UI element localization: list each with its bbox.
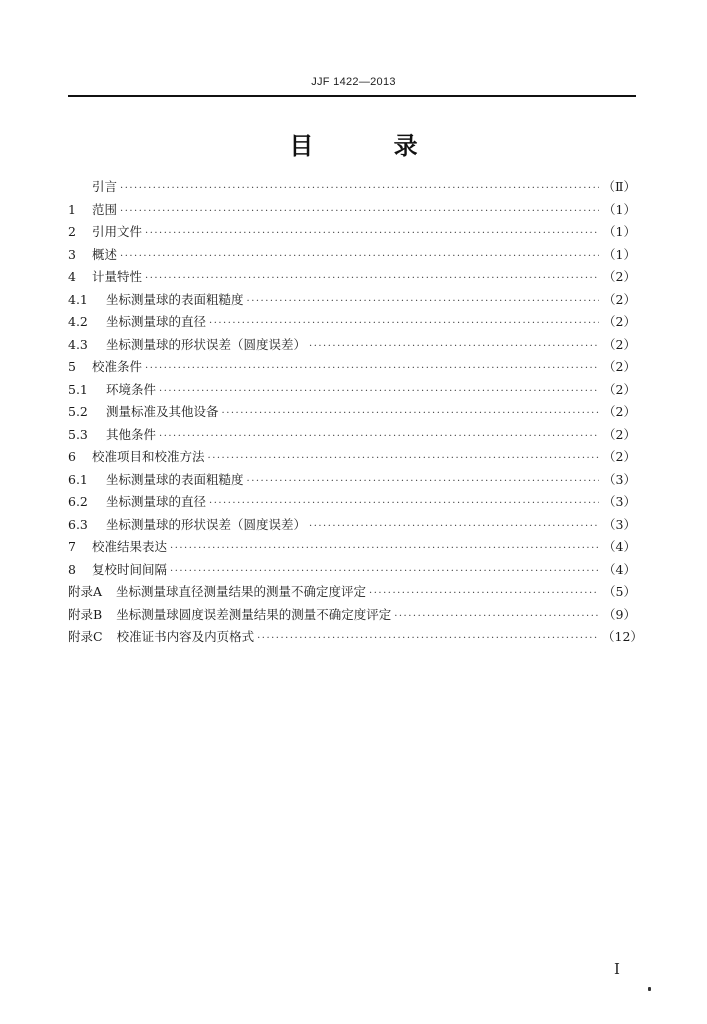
toc-entry-number: 5.3 [68,426,88,442]
toc-leader-dots [159,426,599,449]
toc-entry[interactable] [68,604,636,627]
toc-entry-page: （2） [603,426,636,442]
toc-leader-dots [209,493,599,516]
toc-entry-label: 计量特性 [92,269,143,284]
toc-entry-label: 其他条件 [106,426,157,442]
toc-entry[interactable] [68,289,636,312]
toc-entry-number: 5 [68,359,76,374]
toc-entry-number: 附录A [68,584,103,599]
toc-leader-dots [170,538,599,561]
toc-entry-label: 坐标测量球圆度误差测量结果的测量不确定度评定 [116,606,392,622]
toc-entry-page: （3） [603,516,636,532]
toc-entry-page: （2） [603,381,636,397]
standard-code: JJF 1422—2013 [311,76,396,88]
toc-entry-label: 校准条件 [92,359,143,374]
toc-entry-number: 附录C [68,629,103,644]
toc-leader-dots [247,291,599,314]
toc-leader-dots [145,358,599,381]
toc-entry-page: （9） [603,606,636,622]
toc-entry-page: （3） [603,471,636,487]
toc-entry-label: 校准项目和校准方法 [92,449,205,464]
toc-entry-label: 引言 [92,179,118,194]
toc-entry-label: 测量标准及其他设备 [106,404,219,419]
toc-entry[interactable] [68,379,636,402]
toc-entry-page: （1） [603,224,636,239]
toc-entry-label: 校准证书内容及内页格式 [116,629,255,644]
toc-entry-number: 5.2 [68,404,88,419]
toc-entry[interactable] [68,424,636,447]
toc-title: 目 录 [289,131,454,160]
toc-entry[interactable] [68,559,636,582]
scan-speck [648,987,651,991]
toc-entry-label: 坐标测量球的直径 [106,314,207,329]
toc-entry-number: 5.1 [68,381,88,397]
toc-entry[interactable] [68,626,643,649]
toc-entry-page: （2） [603,336,636,352]
toc-entry[interactable] [68,244,636,267]
toc-entry-label: 环境条件 [106,381,157,397]
toc-entry-page: （2） [603,449,636,464]
toc-entry[interactable] [68,199,636,222]
toc-entry-label: 坐标测量球的表面粗糙度 [106,291,244,307]
toc-entry[interactable] [68,334,636,357]
toc-leader-dots [309,516,599,539]
toc-entry-number: 6 [68,449,76,464]
toc-entry-number: 附录B [68,606,103,622]
toc-entry-label: 引用文件 [92,224,143,239]
toc-leader-dots [257,628,599,651]
toc-leader-dots [145,268,599,291]
toc-entry[interactable] [68,581,636,604]
page-folio: Ⅰ [614,960,620,978]
toc-leader-dots [394,606,599,629]
toc-leader-dots [120,178,599,201]
toc-leader-dots [209,313,599,336]
toc-entry-number: 4.1 [68,291,88,307]
toc-entry-label: 概述 [92,246,118,262]
toc-entry-number: 1 [68,201,76,217]
toc-entry-page: （2） [603,269,636,284]
toc-leader-dots [369,583,599,606]
toc-entry-page: （2） [603,404,636,419]
header-rule [68,95,636,97]
toc-entry-page: （5） [603,584,636,599]
toc-entry[interactable] [68,469,636,492]
toc-entry-label: 校准结果表达 [92,539,168,554]
toc-entry-number: 6.3 [68,516,88,532]
toc-entry-label: 坐标测量球直径测量结果的测量不确定度评定 [116,584,367,599]
toc-entry-page: （Ⅱ） [602,179,636,194]
toc-entry-page: （3） [603,494,636,509]
toc-leader-dots [247,471,599,494]
toc-leader-dots [120,201,599,224]
toc-leader-dots [309,336,599,359]
toc-entry-number: 4.3 [68,336,88,352]
toc-entry-page: （4） [603,539,636,554]
toc-entry-page: （1） [603,201,636,217]
toc-entry-number: 6.2 [68,494,88,509]
toc-entry-label: 坐标测量球的形状误差（圆度误差） [106,336,307,352]
toc-entry-page: （2） [603,314,636,329]
toc-entry-label: 复校时间间隔 [92,561,168,577]
toc-entry[interactable] [68,514,636,537]
toc-entry[interactable] [68,221,636,244]
toc-leader-dots [159,381,599,404]
toc-entry[interactable] [68,446,636,469]
toc-entry-number: 4 [68,269,76,284]
toc-entry-page: （1） [603,246,636,262]
toc-leader-dots [120,246,599,269]
toc-entry-page: （12） [602,629,643,644]
toc-list [68,176,643,649]
toc-leader-dots [170,561,599,584]
toc-entry-number: 6.1 [68,471,88,487]
toc-entry-number: 8 [68,561,76,577]
toc-entry[interactable] [68,266,636,289]
toc-entry[interactable] [68,491,636,514]
toc-entry-label: 坐标测量球的形状误差（圆度误差） [106,516,307,532]
toc-entry-page: （4） [603,561,636,577]
toc-entry-label: 坐标测量球的直径 [106,494,207,509]
toc-leader-dots [208,448,599,471]
toc-entry-label: 坐标测量球的表面粗糙度 [106,471,244,487]
toc-entry-number: 3 [68,246,76,262]
toc-entry[interactable] [68,401,636,424]
toc-entry-number: 4.2 [68,314,88,329]
toc-entry-number: 2 [68,224,76,239]
toc-entry-page: （2） [603,291,636,307]
toc-entry[interactable] [68,311,636,334]
toc-entry-label: 范围 [92,201,118,217]
toc-leader-dots [145,223,599,246]
toc-entry[interactable] [68,536,636,559]
toc-entry-page: （2） [603,359,636,374]
toc-entry-number: 7 [68,539,76,554]
toc-entry[interactable] [68,176,636,199]
toc-leader-dots [222,403,599,426]
toc-entry[interactable] [68,356,636,379]
